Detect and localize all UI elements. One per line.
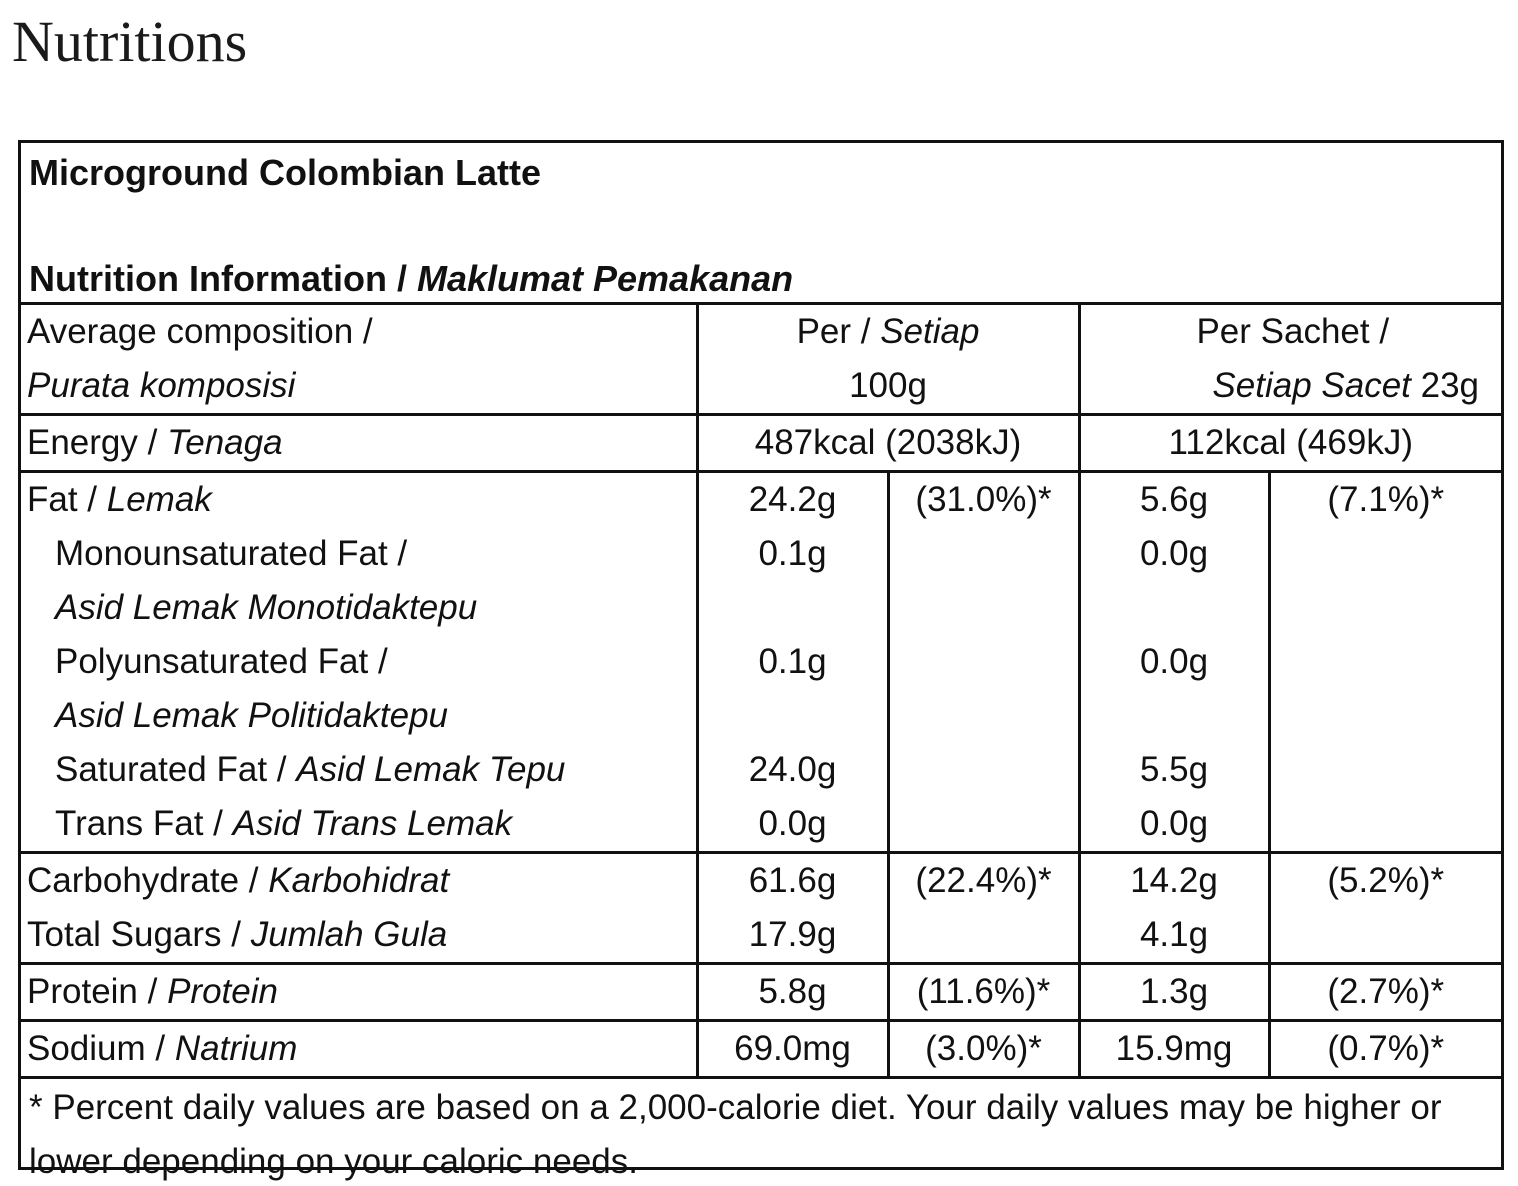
carb-persachet-values: 14.2g 4.1g [1079,853,1269,964]
carb-per100-values: 61.6g 17.9g [697,853,888,964]
carb-names: Carbohydrate / Karbohidrat Total Sugars / Jumlah Gula [21,853,697,964]
nutrition-table [21,305,1501,1186]
energy-name: Energy / Tenaga [21,415,697,472]
carb-per100-pct: (22.4%)* [888,853,1079,964]
per100-header: Per / Setiap 100g [697,305,1079,415]
protein-per100: 5.8g [697,964,888,1021]
protein-per100-pct: (11.6%)* [888,964,1079,1021]
info-title-en: Nutrition Information / [29,258,417,299]
energy-per100: 487kcal (2038kJ) [697,415,1079,472]
persachet-header: Per Sachet / Setiap Sacet 23g [1079,305,1501,415]
sodium-per100-pct: (3.0%)* [888,1021,1079,1078]
energy-row [21,415,1501,472]
nutrition-info-title [29,257,793,301]
fat-group [21,472,1501,853]
sodium-persachet-pct: (0.7%)* [1269,1021,1501,1078]
protein-persachet: 1.3g [1079,964,1269,1021]
sodium-row [21,1021,1501,1078]
fat-per100-pct: (31.0%)* [888,472,1079,853]
fat-per100-values: 24.2g 0.1g 0.1g 24.0g 0.0g [697,472,888,853]
carb-persachet-pct: (5.2%)* [1269,853,1501,964]
product-name: Microground Colombian Latte [29,152,541,193]
footnote: * Percent daily values are based on a 2,000-calorie diet. Your daily values may be higher or lower depending on your caloric needs. [21,1078,1501,1186]
protein-name: Protein / Protein [21,964,697,1021]
info-title-ms: Maklumat Pemakanan [416,258,794,299]
footnote-row [21,1078,1501,1186]
protein-persachet-pct: (2.7%)* [1269,964,1501,1021]
label-header [21,143,1501,305]
energy-persachet: 112kcal (469kJ) [1079,415,1501,472]
fat-persachet-pct: (7.1%)* [1269,472,1501,853]
protein-row [21,964,1501,1021]
sodium-name: Sodium / Natrium [21,1021,697,1078]
fat-persachet-values: 5.6g 0.0g 0.0g 5.5g 0.0g [1079,472,1269,853]
sodium-per100: 69.0mg [697,1021,888,1078]
column-header-row [21,305,1501,415]
page-heading: Nutritions [12,9,248,74]
fat-names: Fat / Lemak Monounsaturated Fat / Asid Lemak Monotidaktepu Polyunsaturated Fat / Asid Lemak Politidaktepu Saturated Fat / Asid Lemak Tepu Trans Fat / Asid Trans Lemak [21,472,697,853]
nutrition-label [18,140,1504,1181]
composition-header: Average composition / Purata komposisi [27,312,373,405]
carbohydrate-group [21,853,1501,964]
sodium-persachet: 15.9mg [1079,1021,1269,1078]
